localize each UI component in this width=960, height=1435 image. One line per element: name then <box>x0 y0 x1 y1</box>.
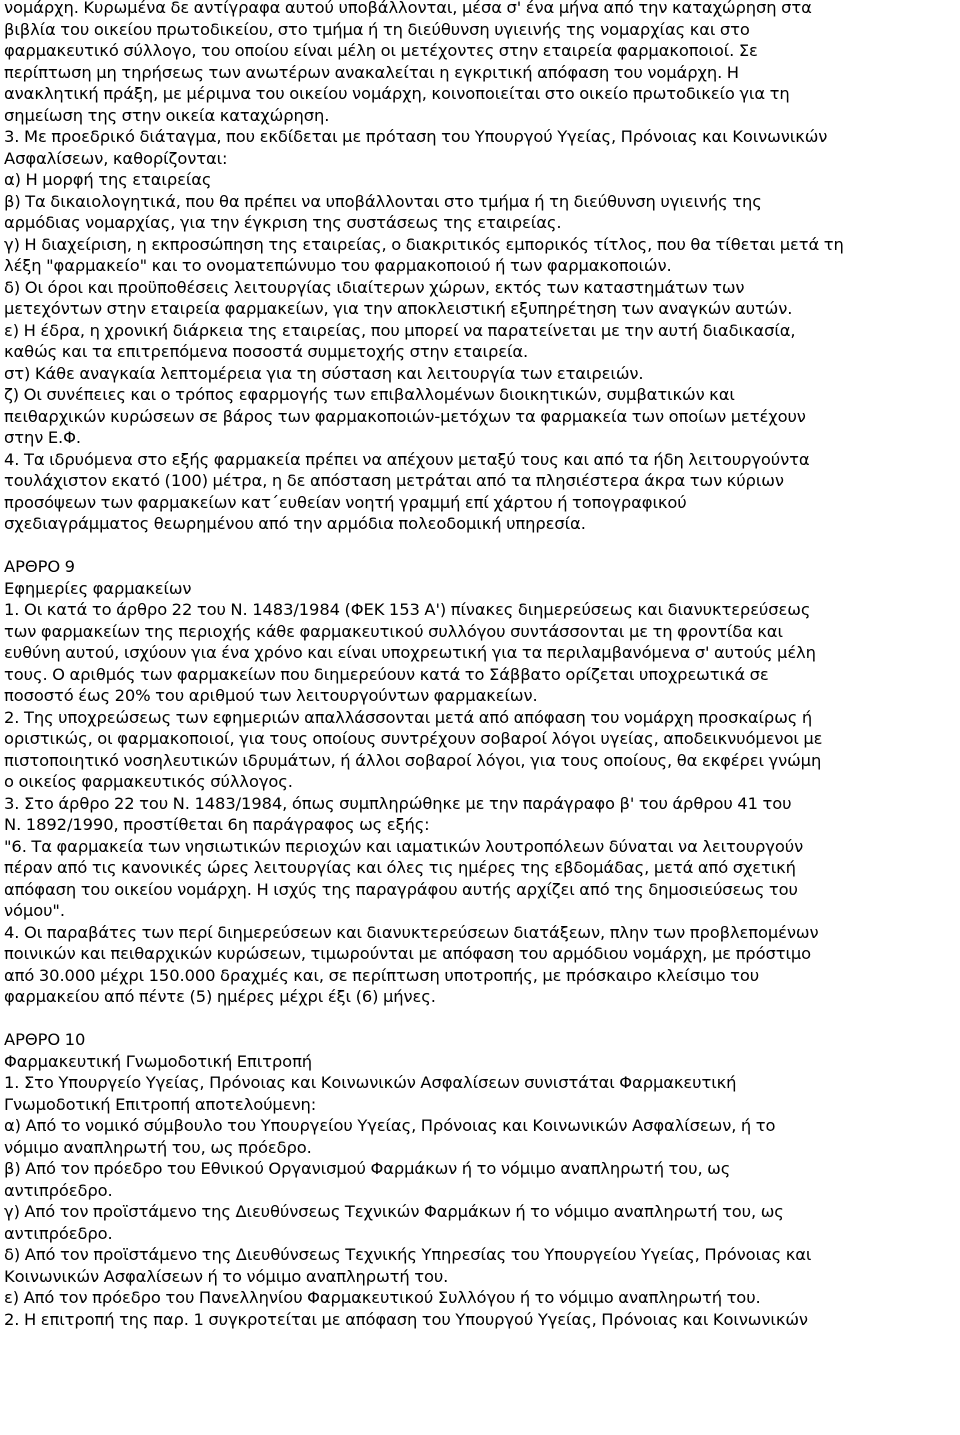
text-line: δ) Οι όροι και προϋποθέσεις λειτουργίας ιδιαίτερων χώρων, εκτός των καταστημάτων των <box>4 277 745 297</box>
text-line: Φαρμακευτική Γνωμοδοτική Επιτροπή <box>4 1051 313 1071</box>
text-line: Γνωμοδοτική Επιτροπή αποτελούμενη: <box>4 1094 317 1114</box>
article-10 <box>4 1029 960 1330</box>
text-line: Εφημερίες φαρμακείων <box>4 578 192 598</box>
text-line: "6. Τα φαρμακεία των νησιωτικών περιοχών και ιαματικών λουτροπόλεων δύναται να λειτουργούν <box>4 836 804 856</box>
text-line: απόφαση του οικείου νομάρχη. Η ισχύς της παραγράφου αυτής αρχίζει από της δημοσιεύσεως του <box>4 879 798 899</box>
text-line: πέραν από τις κανονικές ώρες λειτουργίας και όλες τις ημέρες της εβδομάδας, μετά από σχετική <box>4 858 796 877</box>
text-line: γ) Η διαχείριση, η εκπροσώπηση της εταιρείας, ο διακριτικός εμπορικός τίτλος, που θα τίθεται μετά τη <box>4 234 844 254</box>
text-line: ο οικείος φαρμακευτικός σύλλογος. <box>4 772 293 791</box>
text-line: 1. Οι κατά το άρθρο 22 του Ν. 1483/1984 (ΦΕΚ 153 Α') πίνακες διημερεύσεως και διανυκτερεύσεως <box>4 600 811 619</box>
text-line: στην Ε.Φ. <box>4 428 81 447</box>
text-line: οριστικώς, οι φαρμακοποιοί, για τους οποίους συντρέχουν σοβαροί λόγοι υγείας, αποδεικνυόμενοι με <box>4 729 823 748</box>
text-line: ποσοστό έως 20% του αριθμού των λειτουργούντων φαρμακείων. <box>4 686 538 705</box>
text-line: περίπτωση μη τηρήσεως των ανωτέρων ανακαλείται η εγκριτική απόφαση του νομάρχη. Η <box>4 62 739 82</box>
article-8-continuation <box>4 0 960 535</box>
text-line: 2. Της υποχρεώσεως των εφημεριών απαλλάσσονται μετά από απόφαση του νομάρχη προσκαίρως ή <box>4 707 813 727</box>
text-line: ΑΡΘΡΟ 9 <box>4 557 75 576</box>
text-line: δ) Από τον προϊστάμενο της Διευθύνσεως Τεχνικής Υπηρεσίας του Υπουργείου Υγείας, Πρόνοιας και <box>4 1245 812 1264</box>
text-line: ΑΡΘΡΟ 10 <box>4 1030 86 1049</box>
text-line: Ασφαλίσεων, καθορίζονται: <box>4 148 228 168</box>
text-line: μετεχόντων στην εταιρεία φαρμακείων, για την αποκλειστική εξυπηρέτηση των αναγκών αυτών. <box>4 299 793 318</box>
text-line: α) Η μορφή της εταιρείας <box>4 170 212 189</box>
text-line: ε) Από τον πρόεδρο του Πανελληνίου Φαρμακευτικού Συλλόγου ή το νόμιμο αναπληρωτή του. <box>4 1288 761 1307</box>
text-line: ζ) Οι συνέπειες και ο τρόπος εφαρμογής των επιβαλλομένων διοικητικών, συμβατικών και <box>4 385 735 404</box>
text-line: νομάρχη. Κυρωμένα δε αντίγραφα αυτού υποβάλλονται, μέσα σ' ένα μήνα από την καταχώρηση στα <box>4 0 812 17</box>
text-line: φαρμακευτικό σύλλογο, του οποίου είναι μέλη οι μετέχοντες στην εταιρεία φαρμακοποιοί. Σε <box>4 41 758 60</box>
text-line: προσόψεων των φαρμακείων κατ΄ευθείαν νοητή γραμμή επί χάρτου ή τοπογραφικού <box>4 492 687 512</box>
text-line: ε) Η έδρα, η χρονική διάρκεια της εταιρείας, που μπορεί να παρατείνεται με την αυτή διαδικασία, <box>4 320 796 340</box>
text-line: των φαρμακείων της περιοχής κάθε φαρμακευτικού συλλόγου συντάσσονται με τη φροντίδα και <box>4 621 783 641</box>
text-line: 3. Στο άρθρο 22 του Ν. 1483/1984, όπως συμπληρώθηκε με την παράγραφο β' του άρθρου 41 του <box>4 793 792 813</box>
paragraph-gap <box>4 1008 960 1030</box>
text-line: ποινικών και πειθαρχικών κυρώσεων, τιμωρούνται με απόφαση του αρμόδιου νομάρχη, με πρόστιμο <box>4 944 812 963</box>
text-line: ευθύνη αυτού, ισχύουν για ένα χρόνο και είναι υποχρεωτική για τα περιλαμβανόμενα σ' αυτούς μέλη <box>4 643 816 662</box>
text-line: νόμου". <box>4 901 65 920</box>
text-line: Ν. 1892/1990, προστίθεται 6η παράγραφος ως εξής: <box>4 815 430 834</box>
text-line: τους. Ο αριθμός των φαρμακείων που διημερεύουν κατά το Σάββατο ορίζεται υποχρεωτικά σε <box>4 664 769 684</box>
text-line: λέξη "φαρμακείο" και το ονοματεπώνυμο του φαρμακοποιού ή των φαρμακοποιών. <box>4 256 672 275</box>
article-9 <box>4 556 960 1008</box>
text-line: α) Από το νομικό σύμβουλο του Υπουργείου Υγείας, Πρόνοιας και Κοινωνικών Ασφαλίσεων, ή το <box>4 1116 776 1135</box>
text-line: πιστοποιητικό νοσηλευτικών ιδρυμάτων, ή άλλοι σοβαροί λόγοι, για τους οποίους, θα εκφέρει γνώμη <box>4 750 822 770</box>
text-line: από 30.000 μέχρι 150.000 δραχμές και, σε περίπτωση υποτροπής, με πρόσκαιρο κλείσιμο του <box>4 965 760 985</box>
text-line: στ) Κάθε αναγκαία λεπτομέρεια για τη σύσταση και λειτουργία των εταιρειών. <box>4 363 644 383</box>
text-line: αρμόδιας νομαρχίας, για την έγκριση της συστάσεως της εταιρείας. <box>4 213 562 232</box>
text-line: β) Από τον πρόεδρο του Εθνικού Οργανισμού Φαρμάκων ή το νόμιμο αναπληρωτή του, ως <box>4 1159 731 1178</box>
text-line: τουλάχιστον εκατό (100) μέτρα, η δε απόσταση μετράται από τα πλησιέστερα άκρα των κύριων <box>4 471 784 490</box>
text-line: αντιπρόεδρο. <box>4 1180 113 1200</box>
text-line: 4. Τα ιδρυόμενα στο εξής φαρμακεία πρέπει να απέχουν μεταξύ τους και από τα ήδη λειτουργούντα <box>4 449 810 469</box>
text-line: Κοινωνικών Ασφαλίσεων ή το νόμιμο αναπληρωτή του. <box>4 1266 449 1286</box>
text-line: γ) Από τον προϊστάμενο της Διευθύνσεως Τεχνικών Φαρμάκων ή το νόμιμο αναπληρωτή του, ως <box>4 1202 784 1221</box>
text-line: νόμιμο αναπληρωτή του, ως πρόεδρο. <box>4 1137 312 1157</box>
text-line: σημείωση της στην οικεία καταχώρηση. <box>4 105 330 125</box>
text-line: πειθαρχικών κυρώσεων σε βάρος των φαρμακοποιών-μετόχων τα φαρμακεία των οποίων μετέχουν <box>4 406 806 426</box>
text-line: 4. Οι παραβάτες των περί διημερεύσεων και διανυκτερεύσεων διατάξεων, πλην των προβλεπομένων <box>4 922 819 942</box>
paragraph-gap <box>4 535 960 557</box>
text-line: αντιπρόεδρο. <box>4 1223 113 1243</box>
text-line: βιβλία του οικείου πρωτοδικείου, στο τμήμα ή τη διεύθυνση υγιεινής της νομαρχίας και στο <box>4 19 750 39</box>
text-line: καθώς και τα επιτρεπόμενα ποσοστά συμμετοχής στην εταιρεία. <box>4 342 529 361</box>
text-line: 2. Η επιτροπή της παρ. 1 συγκροτείται με απόφαση του Υπουργού Υγείας, Πρόνοιας και Κοινωνικών <box>4 1309 808 1329</box>
text-line: 1. Στο Υπουργείο Υγείας, Πρόνοιας και Κοινωνικών Ασφαλίσεων συνιστάται Φαρμακευτική <box>4 1073 737 1092</box>
text-line: 3. Με προεδρικό διάταγμα, που εκδίδεται με πρόταση του Υπουργού Υγείας, Πρόνοιας και Κοινωνικών <box>4 127 828 146</box>
text-line: φαρμακείου από πέντε (5) ημέρες μέχρι έξι (6) μήνες. <box>4 987 436 1006</box>
text-line: β) Τα δικαιολογητικά, που θα πρέπει να υποβάλλονται στο τμήμα ή τη διεύθυνση υγιεινής της <box>4 191 762 211</box>
text-line: σχεδιαγράμματος θεωρημένου από την αρμόδια πολεοδομική υπηρεσία. <box>4 514 586 533</box>
text-line: ανακλητική πράξη, με μέριμνα του οικείου νομάρχη, κοινοποιείται στο οικείο πρωτοδικείο για τη <box>4 84 790 103</box>
